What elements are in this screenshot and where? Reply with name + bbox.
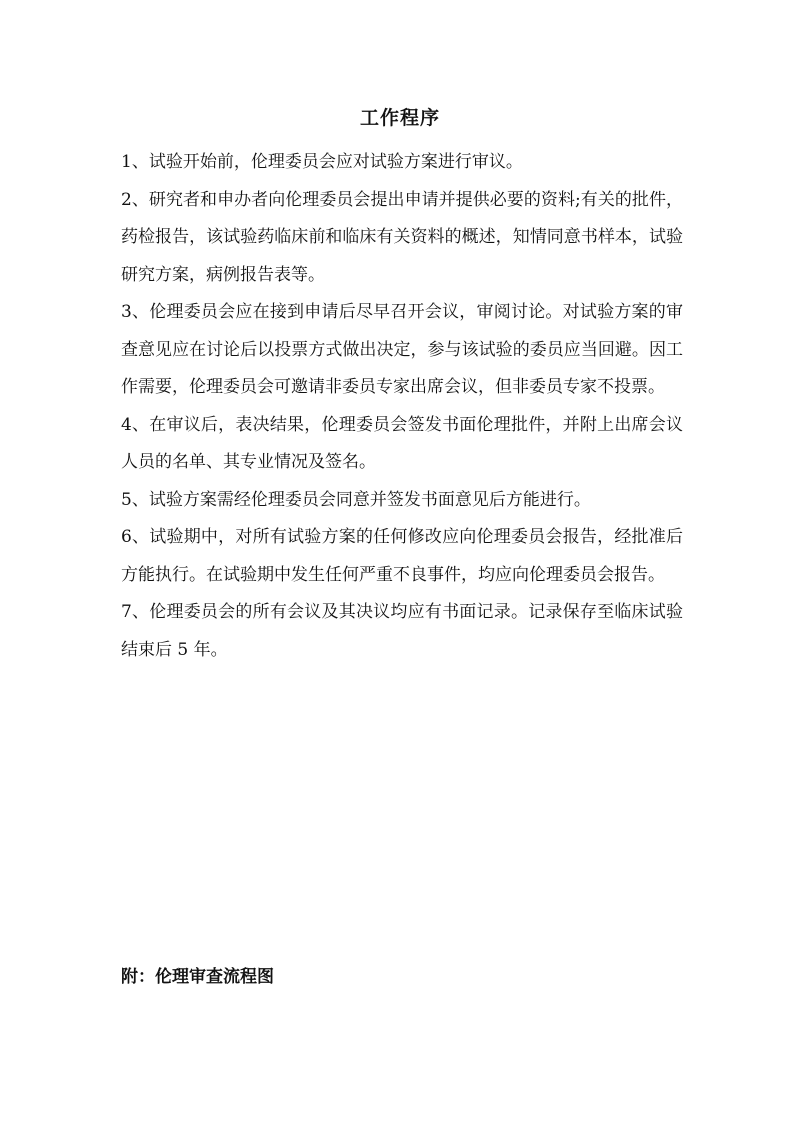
document-title: 工作程序 bbox=[359, 107, 440, 129]
paragraph-7: 7、伦理委员会的所有会议及其决议均应有书面记录。记录保存至临床试验结束后 5 年。 bbox=[121, 602, 683, 660]
paragraph-3: 3、伦理委员会应在接到申请后尽早召开会议，审阅讨论。对试验方案的审查意见应在讨论后以投票方式做出决定，参与该试验的委员应当回避。因工作需要，伦理委员会可邀请非委员专家出席会议，但非委员专家不投票。 bbox=[121, 302, 683, 397]
paragraph-5: 5、试验方案需经伦理委员会同意并签发书面意见后方能进行。 bbox=[121, 489, 591, 510]
paragraph-2: 2、研究者和申办者向伦理委员会提出申请并提供必要的资料;有关的批件，药检报告，该试验药临床前和临床有关资料的概述，知情同意书样本，试验研究方案，病例报告表等。 bbox=[121, 189, 683, 285]
paragraph-6: 6、试验期中，对所有试验方案的任何修改应向伦理委员会报告，经批准后方能执行。在试验期中发生任何严重不良事件，均应向伦理委员会报告。 bbox=[121, 527, 683, 585]
document-body bbox=[121, 144, 683, 669]
paragraph-1: 1、试验开始前，伦理委员会应对试验方案进行审议。 bbox=[121, 152, 523, 172]
paragraph-4: 4、在审议后，表决结果，伦理委员会签发书面伦理批件，并附上出席会议人员的名单、其专业情况及签名。 bbox=[121, 414, 683, 472]
appendix-heading: 附：伦理审查流程图 bbox=[121, 967, 274, 987]
